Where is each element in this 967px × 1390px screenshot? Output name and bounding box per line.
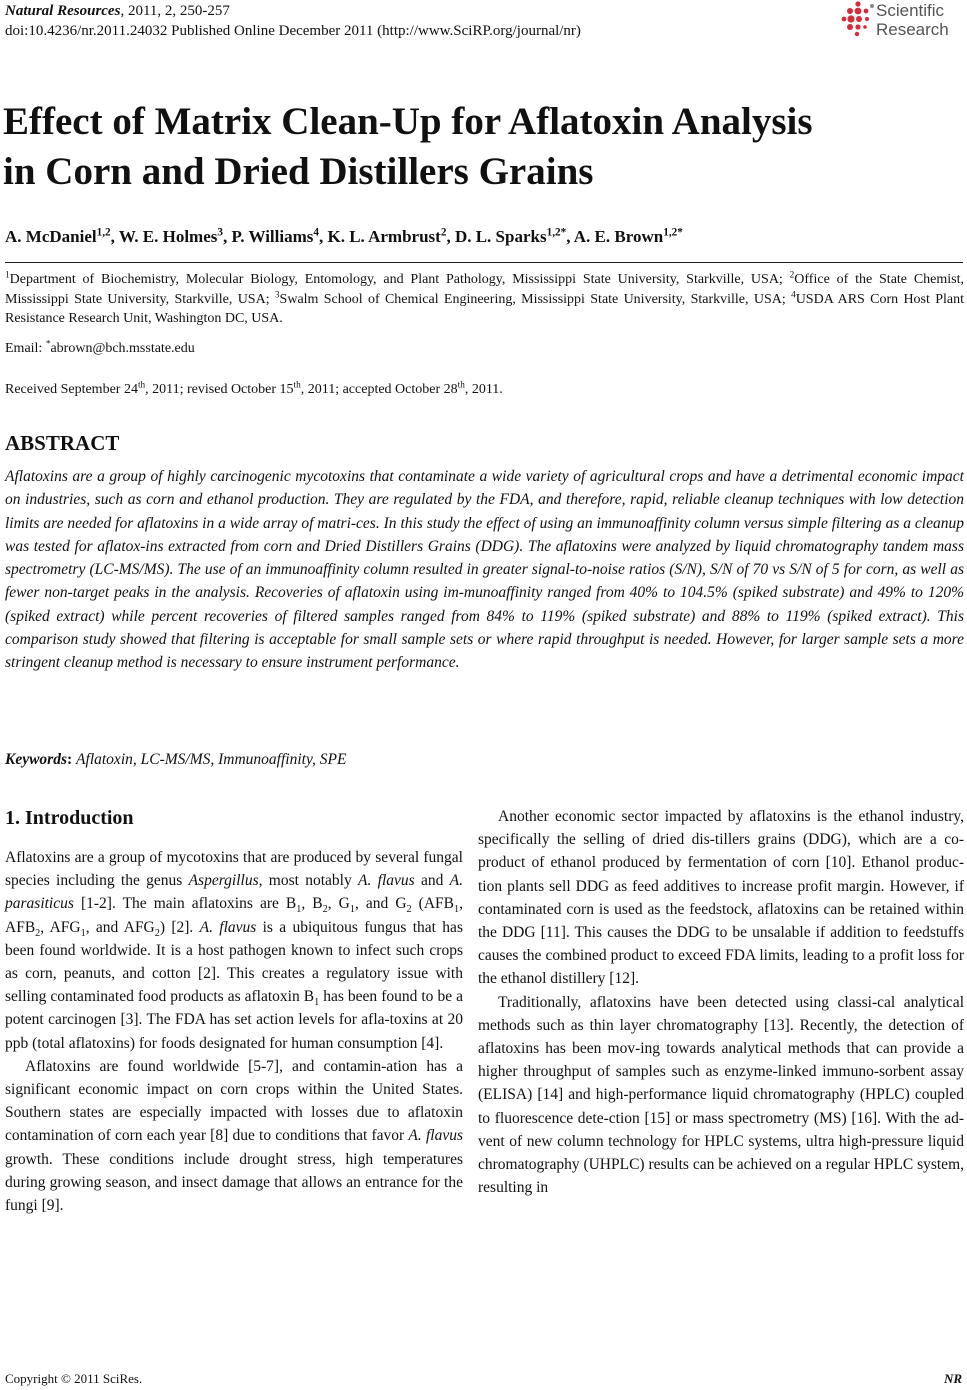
affiliation-3: Swalm School of Chemical Engineering, Mississippi State University, Starkville, USA; — [279, 291, 786, 307]
author-name: K. L. Armbrust — [327, 227, 441, 246]
author-affiliation-mark: 2 — [440, 226, 447, 239]
keywords-values: Aflatoxin, LC-MS/MS, Immunoaffinity, SPE — [76, 751, 347, 768]
email-address[interactable]: abrown@bch.msstate.edu — [50, 341, 195, 356]
footer-journal-abbr: NR — [943, 1371, 962, 1386]
author-name: W. E. Holmes — [118, 227, 218, 246]
author-affiliation-mark: 1,2 — [96, 226, 111, 239]
email-label: Email: — [5, 341, 46, 356]
affiliations — [5, 270, 964, 329]
author-affiliation-mark: 4 — [313, 226, 319, 239]
paper-title — [3, 97, 963, 197]
title-line-2: in Corn and Dried Distillers Grains — [3, 150, 594, 193]
publisher-logo-text — [876, 1, 949, 39]
received-text: Received September 24 — [5, 382, 138, 397]
journal-name: Natural Resources — [5, 3, 121, 19]
revised-text: , 2011; revised October 15 — [145, 382, 294, 397]
author-list: A. McDaniel$^{1,2}$, W. E. Holmes$^3$, P. Williams$^4$, K. L. Armbrust$^2$, D. L. Sparks$^{1,2*}$, A. E. Brown$^{1,2*}$ — [5, 226, 683, 246]
doi-line: doi:10.4236/nr.2011.24032 Published Online December 2011 (http://www.SciRP.org/journal/nr) — [5, 23, 581, 39]
affiliation-1: Department of Biochemistry, Molecular Biology, Entomology, and Plant Pathology, Mississippi State University, Starkville, USA; — [9, 272, 783, 287]
author-affiliation-mark: 1,2* — [663, 226, 683, 239]
received-dates — [5, 380, 503, 399]
keywords-label: Keywords — [5, 751, 67, 768]
author-name: A. E. Brown — [573, 227, 664, 246]
abstract-heading: ABSTRACT — [5, 431, 120, 455]
author-affiliation-mark: 1,2* — [546, 226, 567, 239]
author-affiliation-mark: 3 — [217, 226, 223, 239]
header-divider — [5, 262, 963, 263]
affiliation-2: Office of the State Chemist, Mississippi State University, Starkville, USA; — [5, 272, 964, 307]
publisher-logo — [840, 0, 965, 44]
ordinal-suffix: th — [457, 379, 465, 390]
intro-paragraph-1: Aflatoxins are a group of mycotoxins that are produced by several fungal species including the genus Aspergillus, most notably A. flavus and A. parasiticus [1-2]. The main aflatoxins are $B_1$, $B_2$, $G_1$, and $G_2$ ($AFB_1$, $AFB_2$, $AFG_1$, and $AFG_2$) [2]. A. flavus is a ubiquitous fungus that has been found worldwide. It is a host pathogen known to infect such crops as corn, peanuts, and cotton [2]. This creates a regulatory issue with selling contaminated food products as aflatoxin $B_1$ has been found to be a potent carcinogen [3]. The FDA has set action levels for afla-toxins at 20 ppb (total aflatoxins) for foods designated for human consumption [4]. — [5, 849, 463, 1052]
ordinal-suffix: th — [137, 379, 146, 390]
abstract-body: Aflatoxins are a group of highly carcinogenic mycotoxins that contaminate a wide variety of agricultural crops and have a detrimental economic impact on industries, such as corn and ethanol production. They are regulated by the FDA, and therefore, rapid, reliable cleanup techniques with low detection limits are needed for aflatoxins in a wide array of matri-ces. In this study the effect of using an immunoaffinity column versus simple filtering as a cleanup was tested for aflatox-ins extracted from corn and Dried Distillers Grains (DDG). The aflatoxins were analyzed by liquid chromatography tandem mass spectrometry (LC-MS/MS). The use of an immunoaffinity column resulted in greater signal-to-noise ratios (S/N), S/N of 70 vs S/N of 5 for corn, as well as fewer non-target peaks in the analysis. Recoveries of aflatoxin using im-munoaffinity ranged from 40% to 104.5% (spiked substrate) and 49% to 120% (spiked extract) while percent recoveries of filtered samples ranged from 84% to 119% (spiked substrate) and 88% to 119% (spiked extract). This comparison study showed that filtering is acceptable for small sample sets or where rapid throughput is needed. However, for larger sample sets a more stringent cleanup method is necessary to ensure instrument performance. — [5, 468, 964, 672]
footer-copyright: Copyright © 2011 SciRes. — [5, 1371, 143, 1386]
intro-paragraph-3: Another economic sector impacted by aflatoxins is the ethanol industry, specifically the selling of dried dis-tillers grains (DDG), which are a co-product of ethanol produced by fermentation of corn [10]. Ethanol produc-tion plants sell DDG as feed additives to increase profit margin. However, if contaminated corn is used as the feedstock, aflatoxins can be retained within the DDG [11]. This causes the DDG to be unsalable if addition to feedstuffs causes the combined product to exceed FDA limits, leading to a profit loss for the ethanol distillery [12]. — [478, 808, 964, 988]
author-name: D. L. Sparks — [454, 227, 547, 246]
affiliation-mark: 1 — [5, 269, 10, 280]
scirp-diamond-dots-logo-icon — [840, 0, 876, 40]
logo-line-2: Research — [876, 20, 949, 39]
title-line-1: Effect of Matrix Clean-Up for Aflatoxin Analysis — [3, 100, 813, 143]
left-column — [5, 846, 463, 1217]
journal-volume-pages: , 2011, 2, 250-257 — [120, 3, 230, 19]
ordinal-suffix: th — [293, 379, 301, 390]
journal-citation — [5, 2, 230, 21]
affiliation-mark: 3 — [274, 288, 280, 299]
keywords: Keywords: Aflatoxin, LC-MS/MS, Immunoaffinity, SPE — [5, 751, 347, 768]
year-text: , 2011. — [464, 382, 503, 397]
intro-paragraph-2: Aflatoxins are found worldwide [5-7], and contamin-ation has a significant economic impact on corn crops within the United States. Southern states are especially impacted with losses due to aflatoxin contamination of corn each year [8] due to conditions that favor A. flavus growth. These conditions include drought stress, high temperatures during growing season, and insect damage that allows an entrance for the fungi [9]. — [5, 1057, 463, 1215]
logo-line-1: Scientific — [876, 1, 945, 20]
accepted-text: , 2011; accepted October 28 — [300, 382, 458, 397]
corresponding-email — [5, 339, 195, 358]
right-column — [478, 805, 964, 1199]
author-name: P. Williams — [231, 227, 314, 246]
affiliation-mark: 2 — [789, 269, 795, 280]
affiliation-4: USDA ARS Corn Host Plant Resistance Research Unit, Washington DC, USA. — [5, 291, 964, 326]
email-mark: * — [45, 338, 51, 349]
author-name: A. McDaniel — [5, 227, 97, 246]
affiliation-mark: 4 — [791, 288, 796, 299]
section-heading-introduction: 1. Introduction — [5, 807, 134, 829]
intro-paragraph-4: Traditionally, aflatoxins have been detected using classi-cal analytical methods such as thin layer chromatography [13]. Recently, the detection of aflatoxins has been mov-ing towards analytical methods that can provide a higher throughput of samples such as enzyme-linked immuno-sorbent assay (ELISA) [14] and high-performance liquid chromatography (HPLC) coupled to fluorescence dete-ction [15] or mass spectrometry (MS) [16]. With the ad-vent of new column technology for HPLC systems, ultra high-pressure liquid chromatography (UHPLC) results can be achieved on a regular HPLC system, resulting in — [478, 993, 964, 1197]
